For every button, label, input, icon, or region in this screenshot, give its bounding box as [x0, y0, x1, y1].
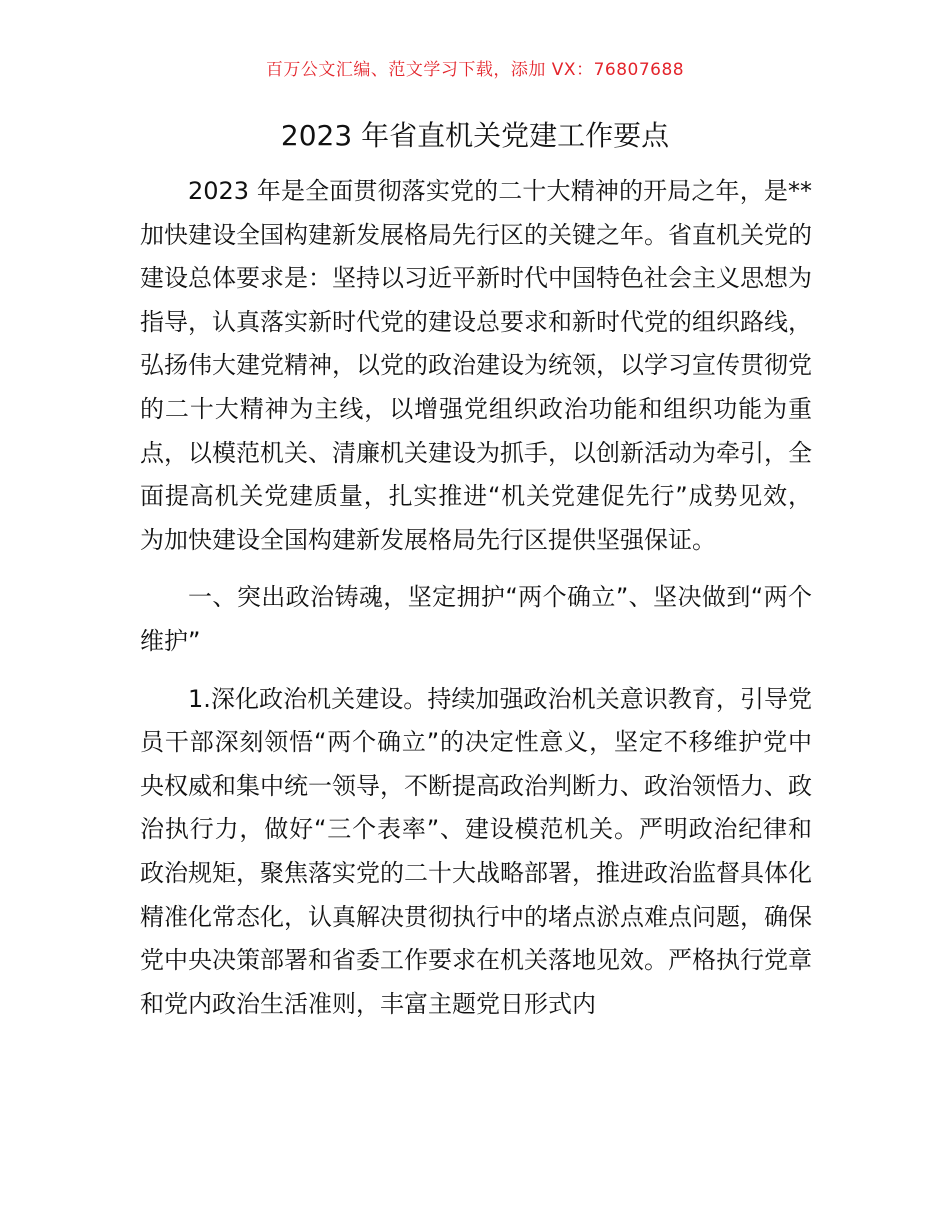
intro-paragraph: 2023 年是全面贯彻落实党的二十大精神的开局之年，是**加快建设全国构建新发展格局先行区的关键之年。省直机关党的建设总体要求是：坚持以习近平新时代中国特色社会主义思想为指导，认真落实新时代党的建设总要求和新时代党的组织路线，弘扬伟大建党精神，以党的政治建设为统领，以学习宣传贯彻党的二十大精神为主线，以增强党组织政治功能和组织功能为重点，以模范机关、清廉机关建设为抓手，以创新活动为牵引，全面提高机关党建质量，扎实推进“机关党建促先行”成势见效，为加快建设全国构建新发展格局先行区提供坚强保证。: [140, 177, 812, 554]
watermark-header: 百万公文汇编、范文学习下载，添加 VX：76807688: [265, 60, 685, 80]
document-body: [140, 170, 812, 1026]
section-heading-one: 一、突出政治铸魂，坚定拥护“两个确立”、坚决做到“两个维护”: [140, 583, 812, 655]
document-title: 2023 年省直机关党建工作要点: [280, 119, 670, 152]
item-paragraph-one: 1.深化政治机关建设。持续加强政治机关意识教育，引导党员干部深刻领悟“两个确立”的决定性意义，坚定不移维护党中央权威和集中统一领导，不断提高政治判断力、政治领悟力、政治执行力，做好“三个表率”、建设模范机关。严明政治纪律和政治规矩，聚焦落实党的二十大战略部署，推进政治监督具体化精准化常态化，认真解决贯彻执行中的堵点淤点难点问题，确保党中央决策部署和省委工作要求在机关落地见效。严格执行党章和党内政治生活准则，丰富主题党日形式内: [140, 684, 812, 1018]
